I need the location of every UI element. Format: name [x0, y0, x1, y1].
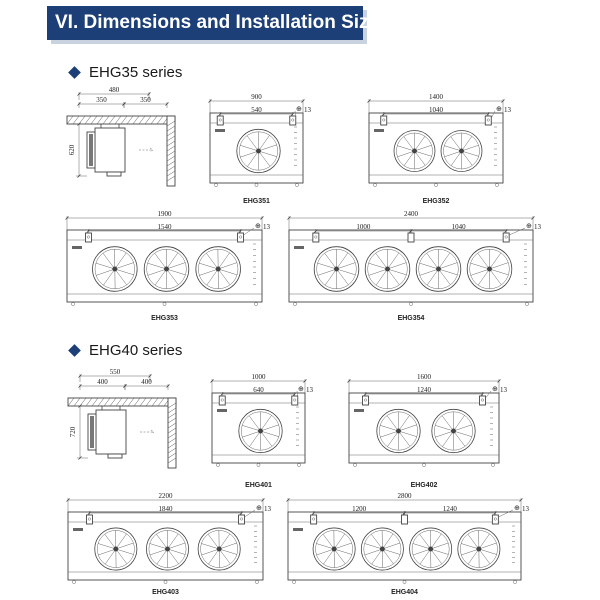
hole-size-label: 13 — [306, 386, 313, 394]
mounting-bracket — [290, 116, 296, 125]
fan-hub — [380, 547, 385, 552]
mounting-bracket — [311, 515, 317, 524]
drain-fitting — [422, 463, 425, 466]
hole-size-label: 13 — [504, 106, 511, 114]
hole-size-label: 13 — [304, 106, 311, 114]
brand-logo — [374, 129, 384, 132]
drain-fitting — [255, 183, 258, 186]
model-caption: EHG403 — [152, 589, 179, 596]
fan-motor-side — [89, 134, 93, 166]
drain-fitting — [373, 183, 376, 186]
model-caption: EHG354 — [397, 315, 425, 322]
unit-front-view-ehg401 — [211, 373, 314, 489]
hole-symbol: ⊕ — [298, 385, 304, 393]
dimension-label: 620 — [68, 144, 76, 156]
hole-symbol: ⊕ — [514, 504, 520, 512]
drain-fitting — [513, 580, 516, 583]
hole-symbol: ⊕ — [296, 105, 302, 113]
fan-hub — [165, 547, 170, 552]
mounting-bracket — [503, 233, 509, 242]
mounting-bracket — [381, 116, 387, 125]
drain-fitting — [403, 580, 406, 583]
dimension-label: 1840 — [158, 505, 173, 513]
unit-body — [369, 113, 503, 183]
hole-size-label: 13 — [263, 223, 270, 231]
fan-hub — [436, 267, 441, 272]
mounting-bracket — [492, 515, 498, 524]
drain-fitting — [72, 580, 75, 583]
drain-fitting — [297, 463, 300, 466]
series-label: EHG35 series — [89, 63, 183, 81]
dimension-label: 1600 — [417, 373, 431, 381]
fan-hub — [412, 149, 417, 154]
drain-fitting — [353, 463, 356, 466]
brand-logo — [73, 528, 83, 531]
hole-symbol: ⊕ — [496, 105, 502, 113]
hole-symbol: ⊕ — [492, 385, 498, 393]
drain-fitting — [292, 580, 295, 583]
dimension-label: 350 — [140, 96, 151, 104]
hole-symbol: ⊕ — [526, 222, 532, 230]
fan-hub — [164, 267, 169, 272]
dimension-label: 1000 — [356, 223, 371, 231]
fan-hub — [487, 267, 492, 272]
dimension-label: 540 — [251, 106, 262, 114]
fan-hub — [459, 149, 464, 154]
dimension-label: 1540 — [157, 223, 172, 231]
model-caption: EHG352 — [422, 198, 450, 205]
drain-fitting — [409, 302, 412, 305]
model-caption: EHG402 — [410, 482, 438, 489]
dimension-label: 400 — [141, 378, 152, 386]
drain-fitting — [295, 183, 298, 186]
dimension-label: 2400 — [404, 210, 418, 218]
drain-fitting — [525, 302, 528, 305]
mounting-bracket — [217, 116, 223, 125]
dimension-label: 1000 — [251, 373, 266, 381]
unit-side-profile — [95, 128, 125, 172]
model-caption: EHG353 — [151, 315, 178, 322]
dimension-label: 640 — [253, 386, 264, 394]
brand-logo — [215, 129, 225, 132]
dimension-label: 550 — [109, 368, 121, 376]
drain-fitting — [214, 183, 217, 186]
hole-size-label: 13 — [534, 223, 541, 231]
fan-hub — [216, 267, 221, 272]
dimension-label: 350 — [96, 96, 107, 104]
model-caption: EHG404 — [391, 589, 418, 596]
dimension-label: 1400 — [429, 93, 443, 101]
dimension-label: 1900 — [157, 210, 172, 218]
mounting-bracket — [239, 515, 245, 524]
mounting-bracket — [219, 396, 225, 405]
dimension-label: 1200 — [352, 505, 367, 513]
brand-logo — [293, 528, 303, 531]
fan-hub — [258, 429, 263, 434]
series-label: EHG40 series — [89, 341, 183, 359]
section-title: VI. Dimensions and Installation Size — [55, 12, 380, 33]
ceiling-beam — [68, 398, 176, 406]
hole-symbol: ⊕ — [255, 222, 261, 230]
drain-fitting — [164, 580, 167, 583]
fan-hub — [451, 429, 456, 434]
mounting-bracket — [402, 515, 408, 524]
dimension-label: 1240 — [417, 386, 431, 394]
drain-pan — [108, 454, 122, 458]
fan-hub — [334, 267, 339, 272]
mounting-bracket — [85, 233, 91, 242]
unit-front-view-ehg403 — [67, 492, 272, 596]
unit-front-view-ehg354 — [288, 210, 542, 322]
hole-size-label: 13 — [264, 505, 271, 513]
dimension-label: 2200 — [158, 492, 173, 500]
brand-logo — [72, 246, 82, 249]
side-installation-view — [67, 86, 175, 186]
dimension-label: 1240 — [442, 505, 457, 513]
model-caption: EHG351 — [243, 198, 270, 205]
fan-hub — [256, 149, 261, 154]
mounting-bracket — [238, 233, 244, 242]
unit-front-view-ehg402 — [348, 373, 508, 489]
fan-hub — [113, 547, 118, 552]
mounting-bracket — [86, 515, 92, 524]
dimension-label: 2800 — [397, 492, 412, 500]
ceiling-beam — [67, 116, 175, 124]
mounting-bracket — [480, 396, 486, 405]
hole-symbol: ⊕ — [256, 504, 262, 512]
drain-fitting — [293, 302, 296, 305]
hole-size-label: 13 — [500, 386, 507, 394]
mounting-bracket — [313, 233, 319, 242]
model-caption: EHG401 — [245, 482, 272, 489]
fan-hub — [476, 547, 481, 552]
fan-hub — [332, 547, 337, 552]
unit-front-view-ehg353 — [66, 210, 271, 322]
unit-front-view-ehg351 — [209, 93, 312, 205]
drain-fitting — [257, 463, 260, 466]
fan-motor-side — [90, 416, 94, 448]
dimension-label: 1040 — [429, 106, 443, 114]
dimension-label: 400 — [97, 378, 108, 386]
unit-side-profile — [96, 410, 126, 454]
drain-pan — [107, 172, 121, 176]
dimension-label: 900 — [251, 93, 262, 101]
fan-hub — [428, 547, 433, 552]
side-installation-view — [68, 368, 176, 468]
drain-fitting — [495, 183, 498, 186]
drain-fitting — [216, 463, 219, 466]
mounting-bracket — [292, 396, 298, 405]
unit-body — [349, 393, 499, 463]
airflow-arrow — [140, 430, 154, 434]
unit-front-view-ehg352 — [368, 93, 512, 205]
dimension-label: 1040 — [451, 223, 466, 231]
unit-front-view-ehg404 — [287, 492, 530, 596]
hole-size-label: 13 — [522, 505, 529, 513]
fan-hub — [396, 429, 401, 434]
dimension-label: 720 — [69, 426, 77, 438]
drain-fitting — [254, 302, 257, 305]
drain-fitting — [71, 302, 74, 305]
drain-fitting — [434, 183, 437, 186]
brand-logo — [294, 246, 304, 249]
brand-logo — [217, 409, 227, 412]
fan-hub — [217, 547, 222, 552]
mounting-bracket — [408, 233, 414, 242]
drain-fitting — [491, 463, 494, 466]
fan-hub — [112, 267, 117, 272]
airflow-arrow — [139, 148, 153, 152]
mounting-bracket — [485, 116, 491, 125]
drain-fitting — [255, 580, 258, 583]
brand-logo — [354, 409, 364, 412]
mounting-bracket — [363, 396, 369, 405]
fan-hub — [385, 267, 390, 272]
dimension-label: 480 — [108, 86, 120, 94]
drain-fitting — [163, 302, 166, 305]
